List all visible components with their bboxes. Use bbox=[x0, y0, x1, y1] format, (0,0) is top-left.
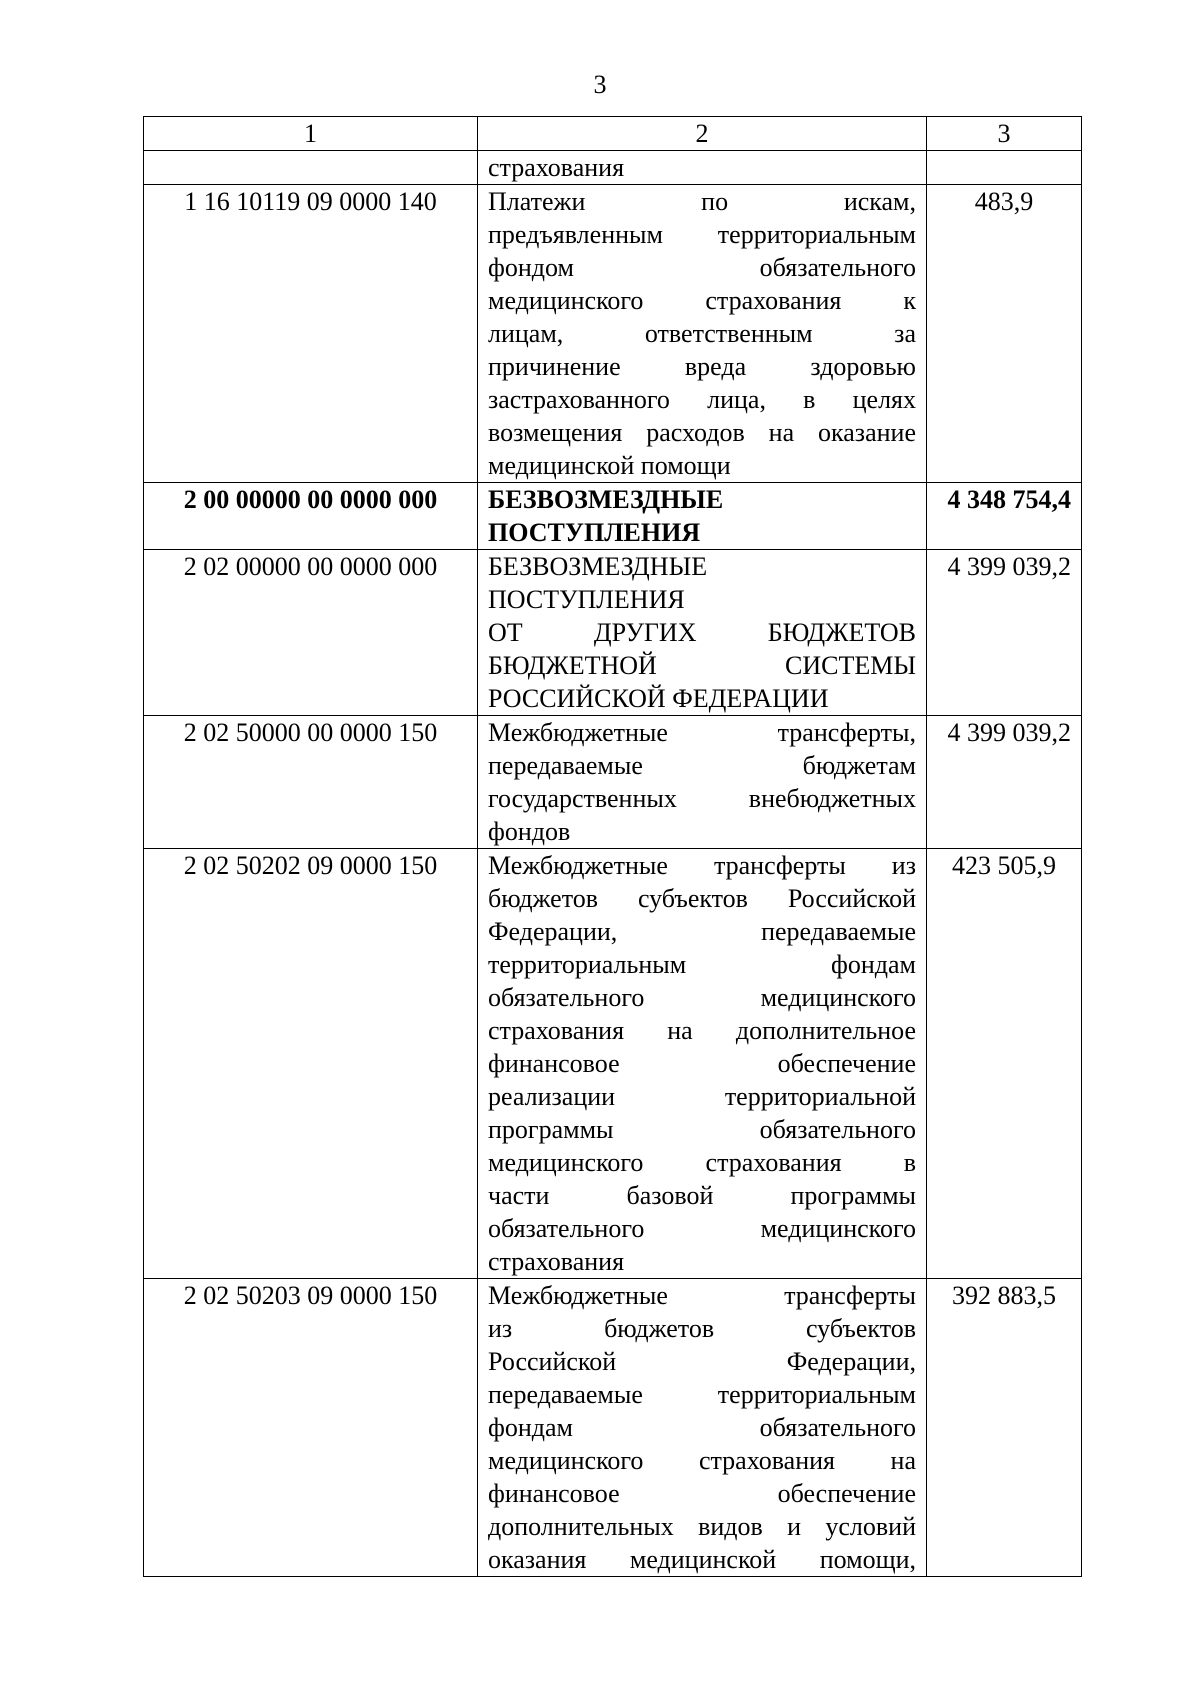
description-line: реализации территориальной bbox=[488, 1082, 916, 1111]
description-line: медицинского страхования на bbox=[488, 1446, 916, 1475]
description-line: медицинского страхования в bbox=[488, 1148, 916, 1177]
description-cell bbox=[478, 151, 927, 185]
description-line: фондов bbox=[488, 817, 571, 846]
table-row bbox=[144, 1279, 1082, 1577]
description-line: причинение вреда здоровью bbox=[488, 352, 916, 381]
description-line: БЮДЖЕТНОЙ СИСТЕМЫ bbox=[488, 651, 916, 680]
description-cell bbox=[478, 716, 927, 849]
amount-cell bbox=[927, 151, 1082, 185]
description-line: предъявленным территориальным bbox=[488, 220, 916, 249]
description-line: финансовое обеспечение bbox=[488, 1479, 916, 1508]
budget-code-cell: 2 00 00000 00 0000 000 bbox=[144, 483, 478, 550]
description-line: фондом обязательного bbox=[488, 253, 916, 282]
description-cell bbox=[478, 185, 927, 483]
description-line: государственных внебюджетных bbox=[488, 784, 916, 813]
description-line: дополнительных видов и условий bbox=[488, 1512, 916, 1541]
description-line: страхования bbox=[488, 1247, 625, 1276]
budget-code-cell: 2 02 50203 09 0000 150 bbox=[144, 1279, 478, 1577]
table-row bbox=[144, 550, 1082, 716]
amount-cell: 4 399 039,2 bbox=[927, 716, 1082, 849]
description-line: застрахованного лица, в целях bbox=[488, 385, 916, 414]
description-line: страхования bbox=[488, 153, 625, 182]
description-line: передаваемые бюджетам bbox=[488, 751, 916, 780]
description-line: Российской Федерации, bbox=[488, 1347, 916, 1376]
description-line: медицинского страхования к bbox=[488, 286, 916, 315]
column-header-2: 2 bbox=[478, 117, 927, 151]
amount-cell: 4 348 754,4 bbox=[927, 483, 1082, 550]
column-header-3: 3 bbox=[927, 117, 1082, 151]
table-row bbox=[144, 151, 1082, 185]
description-line: страхования на дополнительное bbox=[488, 1016, 916, 1045]
description-line: ПОСТУПЛЕНИЯ bbox=[488, 518, 701, 547]
amount-cell: 4 399 039,2 bbox=[927, 550, 1082, 716]
description-line: БЕЗВОЗМЕЗДНЫЕ bbox=[488, 552, 708, 581]
description-line: фондам обязательного bbox=[488, 1413, 916, 1442]
column-header-1: 1 bbox=[144, 117, 478, 151]
description-line: Федерации, передаваемые bbox=[488, 917, 916, 946]
budget-code-cell: 2 02 50202 09 0000 150 bbox=[144, 849, 478, 1279]
budget-code-cell: 2 02 50000 00 0000 150 bbox=[144, 716, 478, 849]
description-line: обязательного медицинского bbox=[488, 983, 916, 1012]
budget-code-cell bbox=[144, 151, 478, 185]
description-line: медицинской помощи bbox=[488, 451, 731, 480]
description-line: оказания медицинской помощи, bbox=[488, 1545, 916, 1574]
description-cell bbox=[478, 849, 927, 1279]
description-line: Межбюджетные трансферты из bbox=[488, 851, 916, 880]
description-line: лицам, ответственным за bbox=[488, 319, 916, 348]
amount-cell: 483,9 bbox=[927, 185, 1082, 483]
description-line: возмещения расходов на оказание bbox=[488, 418, 916, 447]
table-row bbox=[144, 483, 1082, 550]
page-number: 3 bbox=[593, 70, 607, 99]
table-row bbox=[144, 849, 1082, 1279]
description-line: Межбюджетные трансферты bbox=[488, 1281, 916, 1310]
amount-cell: 392 883,5 bbox=[927, 1279, 1082, 1577]
description-line: обязательного медицинского bbox=[488, 1214, 916, 1243]
budget-code-cell: 1 16 10119 09 0000 140 bbox=[144, 185, 478, 483]
description-line: Межбюджетные трансферты, bbox=[488, 718, 916, 747]
description-cell bbox=[478, 1279, 927, 1577]
description-line: передаваемые территориальным bbox=[488, 1380, 916, 1409]
table-row bbox=[144, 185, 1082, 483]
description-cell bbox=[478, 483, 927, 550]
description-line: бюджетов субъектов Российской bbox=[488, 884, 916, 913]
description-line: из бюджетов субъектов bbox=[488, 1314, 916, 1343]
description-line: БЕЗВОЗМЕЗДНЫЕ bbox=[488, 485, 724, 514]
description-line: части базовой программы bbox=[488, 1181, 916, 1210]
budget-revenue-table bbox=[143, 116, 1082, 1577]
description-line: ОТ ДРУГИХ БЮДЖЕТОВ bbox=[488, 618, 916, 647]
description-cell bbox=[478, 550, 927, 716]
table-row bbox=[144, 716, 1082, 849]
description-line: программы обязательного bbox=[488, 1115, 916, 1144]
description-line: Платежи по искам, bbox=[488, 187, 916, 216]
description-line: ПОСТУПЛЕНИЯ bbox=[488, 585, 685, 614]
table-header-row bbox=[144, 117, 1082, 151]
description-line: финансовое обеспечение bbox=[488, 1049, 916, 1078]
budget-code-cell: 2 02 00000 00 0000 000 bbox=[144, 550, 478, 716]
description-line: территориальным фондам bbox=[488, 950, 916, 979]
amount-cell: 423 505,9 bbox=[927, 849, 1082, 1279]
description-line: РОССИЙСКОЙ ФЕДЕРАЦИИ bbox=[488, 684, 829, 713]
